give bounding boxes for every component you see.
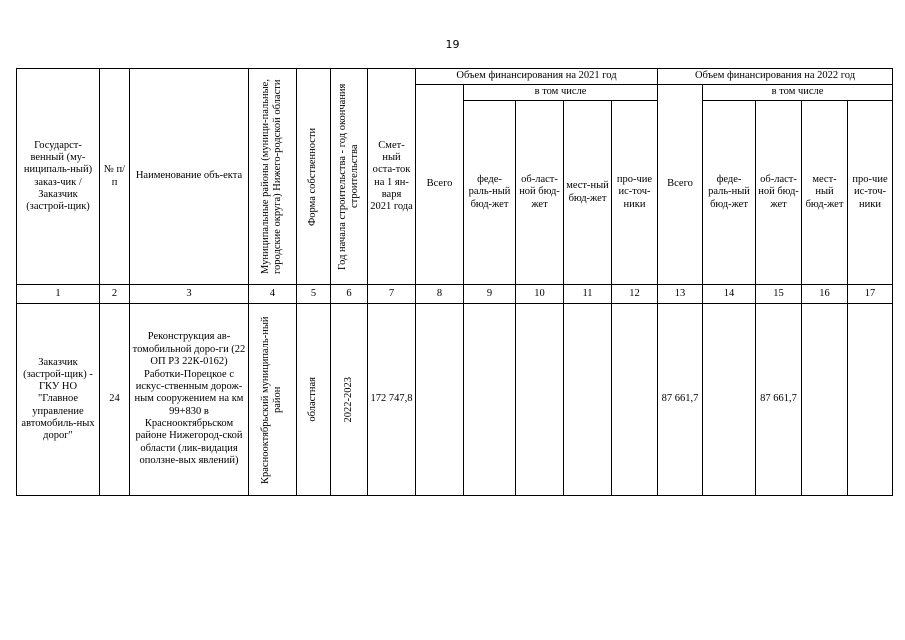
header-estimate: Смет-ный оста-ток на 1 ян-варя 2021 года (368, 69, 416, 285)
header-customer: Государст-венный (му-ниципаль-ный) заказ-чик / Заказчик (застрой-щик) (17, 69, 100, 285)
cell-total-2022: 87 661,7 (658, 304, 703, 496)
financing-table (16, 68, 893, 496)
column-number: 12 (612, 285, 658, 304)
column-number: 1 (17, 285, 100, 304)
header-local-2022: мест-ный бюд-жет (802, 101, 848, 285)
cell-local-2022 (802, 304, 848, 496)
cell-federal-2021 (464, 304, 516, 496)
header-federal-2022: феде-раль-ный бюд-жет (703, 101, 756, 285)
header-fin-2021: Объем финансирования на 2021 год (416, 69, 658, 85)
column-number: 14 (703, 285, 756, 304)
cell-regional-2022: 87 661,7 (756, 304, 802, 496)
column-number: 16 (802, 285, 848, 304)
header-years (331, 69, 368, 285)
header-regional-2021: об-ласт-ной бюд-жет (516, 101, 564, 285)
cell-customer: Заказчик (застрой-щик) - ГКУ НО "Главное управление автомобиль-ных дорог" (17, 304, 100, 496)
header-other-2021: про-чие ис-точ-ники (612, 101, 658, 285)
header-num: № п/п (100, 69, 130, 285)
header-fin-2022: Объем финансирования на 2022 год (658, 69, 893, 85)
header-ownership-text: Форма собственности (307, 127, 319, 226)
column-number: 2 (100, 285, 130, 304)
cell-years-text: 2022-2023 (342, 376, 354, 423)
cell-total-2021 (416, 304, 464, 496)
header-total-2021: Всего (416, 85, 464, 285)
column-number: 8 (416, 285, 464, 304)
cell-federal-2022 (703, 304, 756, 496)
column-number: 13 (658, 285, 703, 304)
header-including-2022: в том числе (703, 85, 893, 101)
cell-district-text: Краснооктябрьский муниципаль-ный район (260, 315, 284, 484)
cell-regional-2021 (516, 304, 564, 496)
header-including-2021: в том числе (464, 85, 658, 101)
header-total-2022: Всего (658, 85, 703, 285)
header-federal-2021: феде-раль-ный бюд-жет (464, 101, 516, 285)
header-local-2021: мест-ный бюд-жет (564, 101, 612, 285)
cell-ownership-text: областная (307, 377, 319, 422)
column-number: 4 (249, 285, 297, 304)
table-row (17, 304, 893, 496)
header-years-text: Год начала строительства - год окончания строительства (336, 83, 360, 270)
column-number: 10 (516, 285, 564, 304)
cell-years (331, 304, 368, 496)
header-regional-2022: об-ласт-ной бюд-жет (756, 101, 802, 285)
cell-district (249, 304, 297, 496)
column-number: 3 (130, 285, 249, 304)
column-number: 11 (564, 285, 612, 304)
column-number: 17 (848, 285, 893, 304)
header-districts-text: Муниципальные районы (муници-пальные, городские округа) Нижего-родской области (260, 79, 284, 274)
column-number: 5 (297, 285, 331, 304)
cell-local-2021 (564, 304, 612, 496)
cell-ownership (297, 304, 331, 496)
column-number: 15 (756, 285, 802, 304)
header-other-2022: про-чие ис-точ-ники (848, 101, 893, 285)
cell-estimate: 172 747,8 (368, 304, 416, 496)
cell-other-2022 (848, 304, 893, 496)
cell-num: 24 (100, 304, 130, 496)
header-ownership (297, 69, 331, 285)
cell-object-name: Реконструкция ав-томобильной доро-ги (22 ОП РЗ 22К-0162) Работки-Порецкое с искус-ственным дорож-ным сооружением на км 99+830 в Краснооктябрьском районе Нижегород-ской области (лик-видация оползне-вых явлений) (130, 304, 249, 496)
column-number: 7 (368, 285, 416, 304)
cell-other-2021 (612, 304, 658, 496)
header-districts (249, 69, 297, 285)
column-number: 9 (464, 285, 516, 304)
page-number: 19 (445, 38, 460, 51)
column-number: 6 (331, 285, 368, 304)
header-object-name: Наименование объ-екта (130, 69, 249, 285)
